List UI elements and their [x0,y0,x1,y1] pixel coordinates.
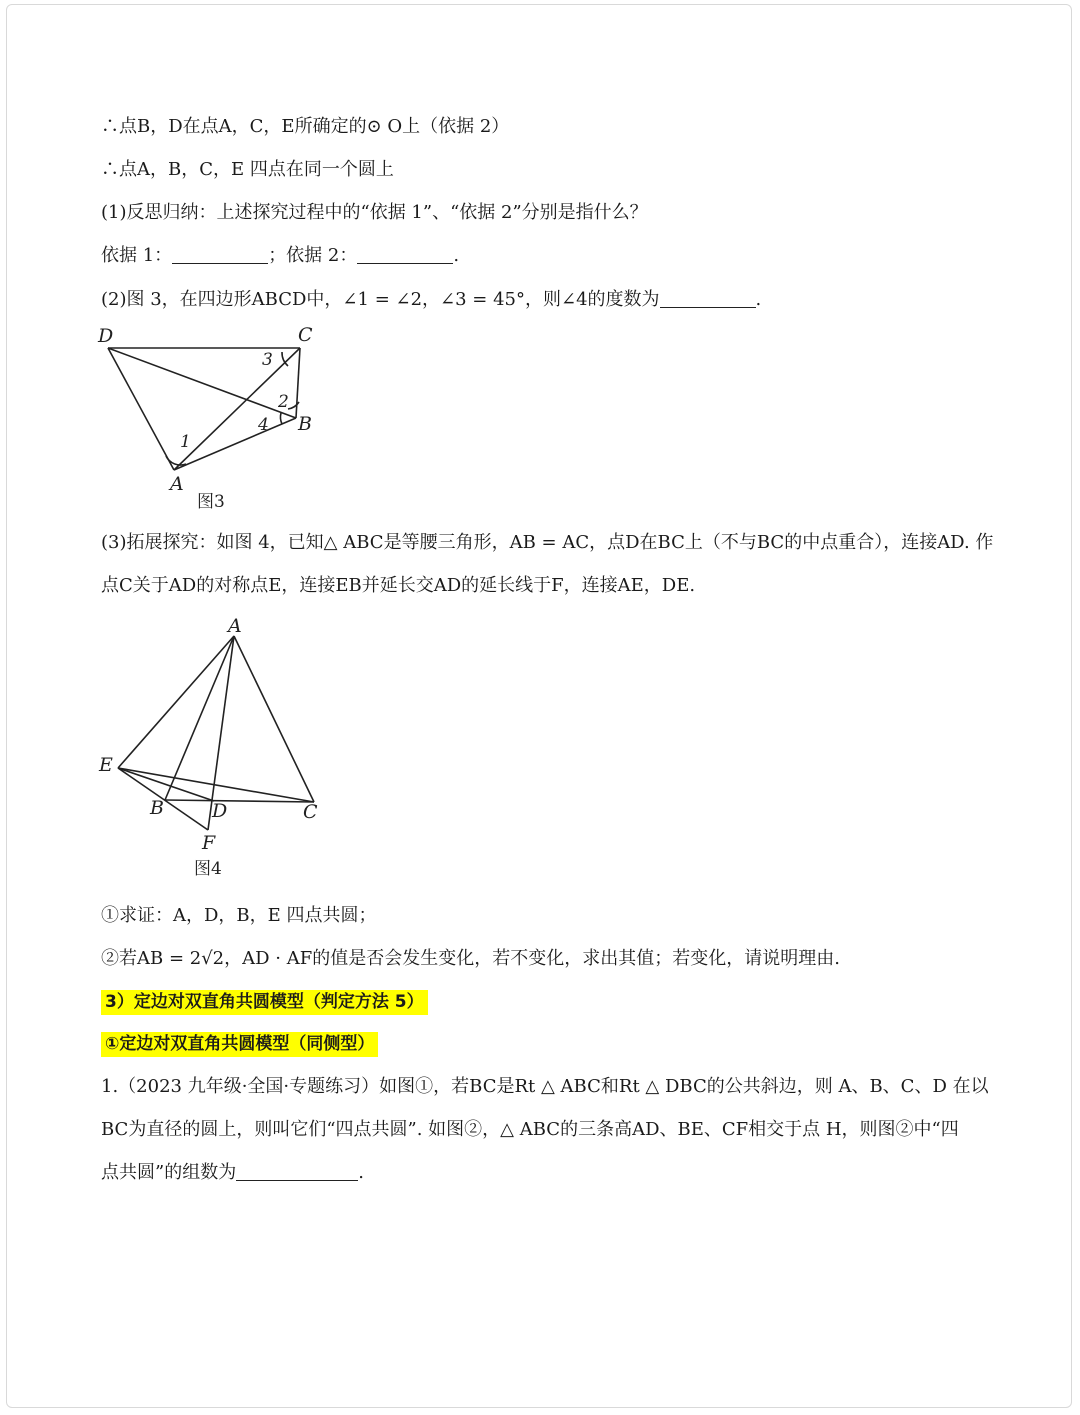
section-heading [101,989,428,1015]
segment-bc [165,800,314,802]
basis-1-blank [172,245,268,264]
question-1: (1)反思归纳：上述探究过程中的“依据 1”、“依据 2”分别是指什么？ [101,202,648,223]
problem-1-line-2: BC为直径的圆上，则叫它们“四点共圆”. 如图②，△ ABC的三条高AD、BE、CF相交于点 H，则图②中“四 [101,1119,959,1140]
group-count-blank [236,1162,358,1181]
question-2-text: (2)图 3，在四边形ABCD中，∠1 = ∠2，∠3 = 45°，则∠4的度数为 [101,289,660,310]
figure-4 [90,605,330,885]
angle-label-4: 4 [258,415,269,435]
figure-3 [90,318,330,518]
label-a: A [170,473,184,495]
basis-period: . [453,245,460,266]
label-e: E [99,754,113,776]
segment-ae [118,636,234,768]
angle-label-1: 1 [180,432,191,452]
subsection-heading-highlight: ①定边对双直角共圆模型（同侧型） [101,1032,378,1057]
label-f: F [202,832,216,854]
figure-3-caption: 图3 [197,492,225,512]
basis-2-label: ；依据 2： [268,245,358,266]
angle-4-blank [660,289,756,308]
problem-1-text: 点共圆”的组数为 [101,1162,237,1183]
segment-cb [296,348,300,418]
label-d: D [212,800,228,822]
label-d: D [98,325,114,347]
basis-answer-line [101,243,459,269]
question-3-line-1: (3)拓展探究：如图 4，已知△ ABC是等腰三角形，AB = AC，点D在BC上（不与BC的中点重合），连接AD. 作 [101,532,994,553]
angle-label-3: 3 [262,350,273,370]
label-b: B [298,413,312,435]
section-heading-highlight: 3）定边对双直角共圆模型（判定方法 5） [101,990,428,1015]
problem-1-period: . [358,1162,364,1183]
segment-ac [234,636,314,802]
figure-4-caption: 图4 [194,859,222,879]
segment-ab [174,418,296,470]
basis-1-label: 依据 1： [101,245,173,266]
question-3-line-2: 点C关于AD的对称点E，连接EB并延长交AD的延长线于F，连接AE，DE. [101,575,696,596]
label-a: A [228,615,242,637]
basis-2-blank [357,245,453,264]
question-2-period: . [755,289,762,310]
problem-1-line-1: 1.（2023 九年级·全国·专题练习）如图①，若BC是Rt △ ABC和Rt △ DBC的公共斜边，则 A、B、C、D 在以 [101,1076,989,1097]
subsection-heading [101,1031,378,1057]
label-c: C [298,324,313,346]
label-c: C [303,801,318,823]
sub-question-2: ②若AB = 2√2，AD · AF的值是否会发生变化，若不变化，求出其值；若变化，请说明理由. [101,948,840,969]
segment-da [108,348,174,470]
sub-question-1: ①求证：A，D，B，E 四点共圆； [101,905,377,926]
problem-1-line-3 [101,1160,364,1186]
proof-line-1: ∴点B，D在点A，C，E所确定的⊙ O上（依据 2） [101,116,510,137]
angle-label-2: 2 [278,392,289,412]
question-2 [101,287,761,313]
angle-4-arc [280,413,282,424]
label-b: B [150,797,164,819]
proof-line-2: ∴点A，B，C，E 四点在同一个圆上 [101,159,394,180]
